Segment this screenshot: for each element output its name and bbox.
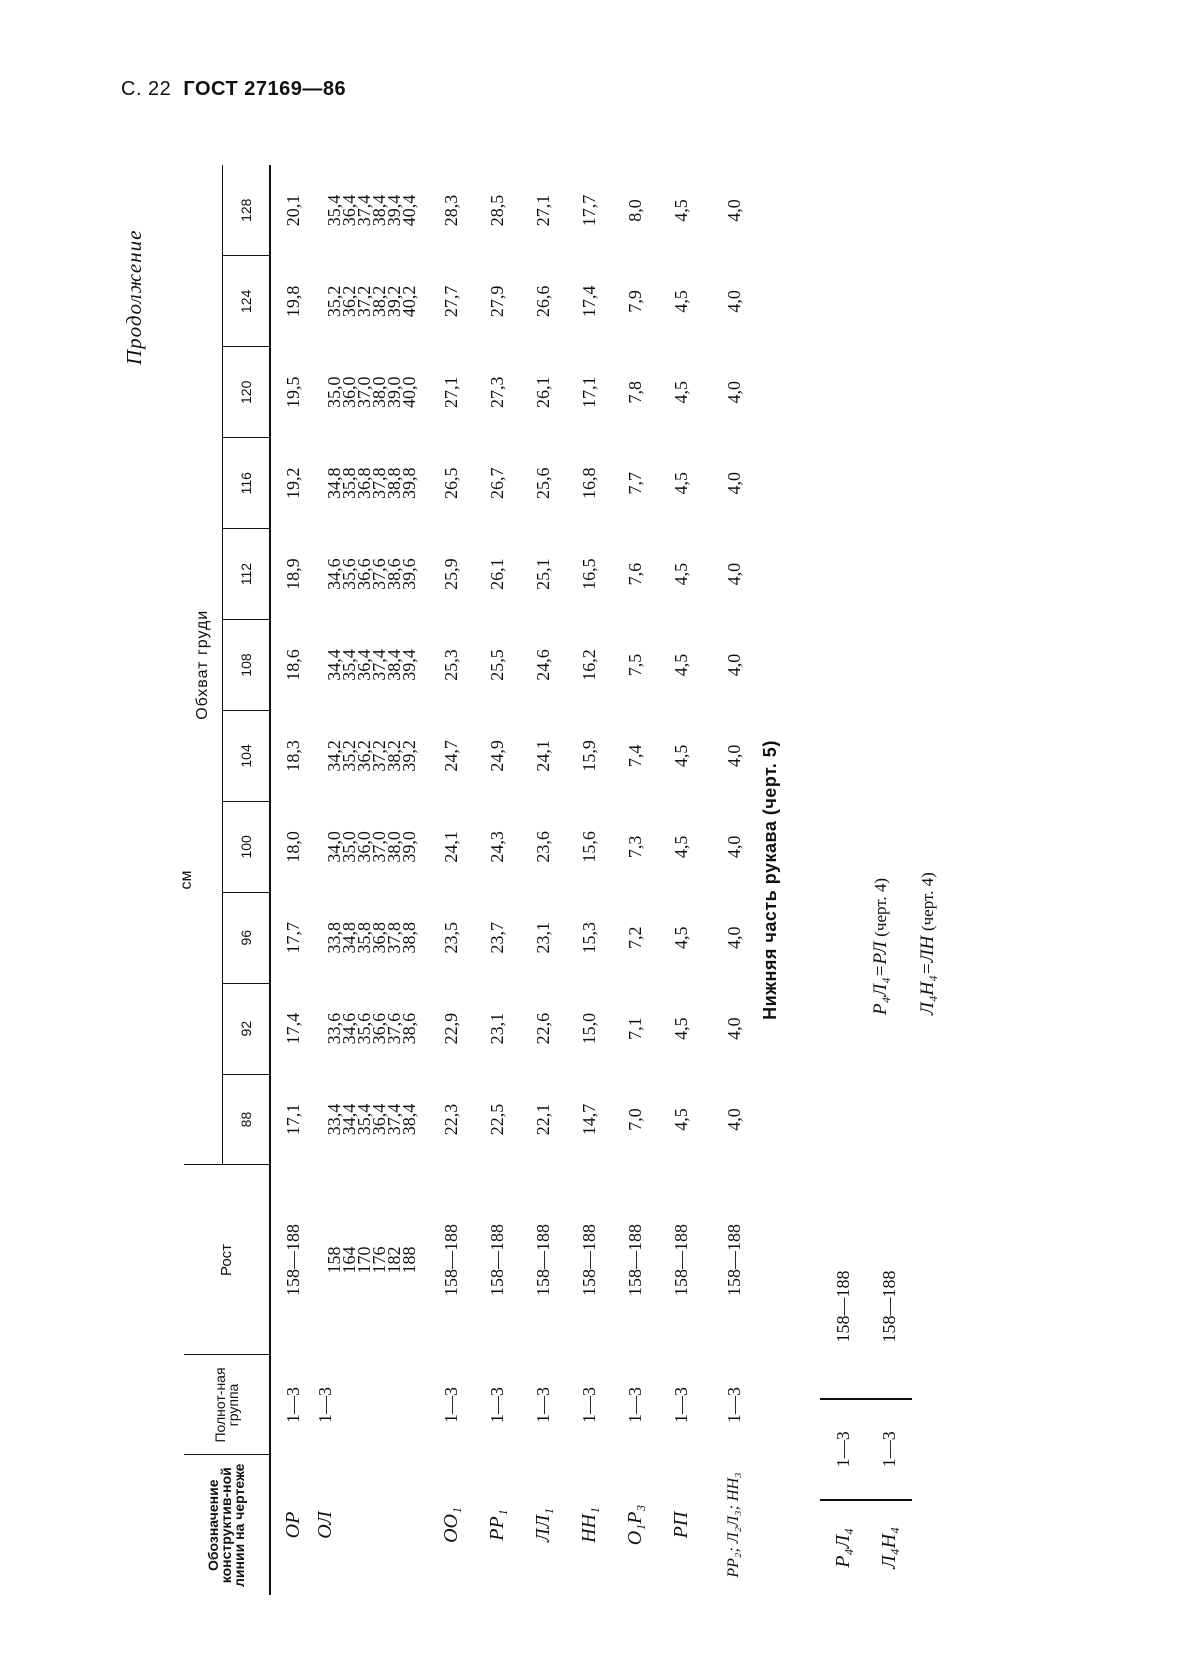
measurement-value: 18,3 bbox=[283, 740, 303, 772]
measurement-value: 35,2 36,2 37,2 38,2 39,2 40,2 bbox=[324, 285, 419, 318]
section-title: Нижняя часть рукава (черт. 5) bbox=[760, 740, 780, 1020]
measurement-value: 4,5 bbox=[670, 471, 691, 495]
measurement-value: 17,1 bbox=[578, 376, 599, 409]
line-designation: Р₄Л₄ bbox=[831, 1528, 854, 1568]
measurement-value: 17,4 bbox=[578, 285, 599, 318]
measurement-value: 7,8 bbox=[624, 381, 645, 404]
measurement-value: 4,5 bbox=[670, 199, 691, 222]
table-row bbox=[612, 165, 658, 1595]
header-chest-girth: Обхват груди bbox=[184, 165, 223, 1165]
measurement-value: 4,0 bbox=[723, 1108, 744, 1131]
table-row bbox=[566, 165, 612, 1595]
line-designation: ОО₁ bbox=[439, 1507, 462, 1543]
measurement-value: 16,2 bbox=[578, 649, 599, 681]
line-designation: ОР bbox=[282, 1511, 304, 1539]
formula-1 bbox=[870, 878, 892, 1015]
measurement-value: 23,1 bbox=[486, 1012, 507, 1045]
measurements-table bbox=[184, 165, 764, 1595]
measurement-value: 18,6 bbox=[283, 649, 303, 681]
line-designation: ОЛ bbox=[314, 1511, 336, 1539]
table-row bbox=[428, 165, 474, 1595]
chest-size-header: 100 bbox=[223, 801, 271, 892]
line-designation: НН₁ bbox=[577, 1507, 600, 1543]
fullness-group: 1—3 bbox=[315, 1387, 335, 1423]
fullness-group: 1—3 bbox=[624, 1387, 645, 1423]
measurement-value: 7,9 bbox=[624, 290, 645, 313]
measurement-value: 4,0 bbox=[723, 199, 744, 222]
measurement-value: 17,7 bbox=[578, 194, 599, 227]
measurement-value: 33,8 34,8 35,8 36,8 37,8 38,8 bbox=[324, 921, 419, 954]
measurement-value: 22,9 bbox=[440, 1012, 461, 1045]
measurement-value: 4,5 bbox=[670, 1108, 691, 1131]
measurement-value: 27,3 bbox=[486, 376, 507, 409]
measurement-value: 25,1 bbox=[532, 558, 553, 590]
measurement-value: 33,6 34,6 35,6 36,6 37,6 38,6 bbox=[324, 1012, 419, 1045]
measurement-value: 25,9 bbox=[440, 558, 461, 590]
measurement-value: 35,0 36,0 37,0 38,0 39,0 40,0 bbox=[324, 376, 419, 409]
measurement-value: 15,6 bbox=[578, 831, 599, 863]
lower-table-row bbox=[820, 1215, 866, 1595]
measurement-value: 20,1 bbox=[283, 194, 303, 227]
measurement-value: 25,6 bbox=[532, 467, 553, 499]
formula-ref: (черт. 4) bbox=[871, 877, 890, 937]
lower-sleeve-table bbox=[820, 1215, 912, 1595]
measurement-value: 28,5 bbox=[486, 194, 507, 227]
header-fullness-group: Полнот-ная группа bbox=[184, 1355, 270, 1455]
measurement-value: 24,7 bbox=[440, 740, 461, 772]
lower-table-row bbox=[866, 1215, 912, 1595]
measurement-value: 22,3 bbox=[440, 1103, 461, 1136]
measurement-value: 24,1 bbox=[532, 740, 553, 772]
measurement-value: 34,8 35,8 36,8 37,8 38,8 39,8 bbox=[324, 467, 419, 499]
measurement-value: 4,0 bbox=[723, 744, 744, 768]
table-body bbox=[270, 165, 764, 1595]
measurement-value: 15,9 bbox=[578, 740, 599, 772]
height-value: 158—188 bbox=[866, 1215, 912, 1399]
chest-size-header: 112 bbox=[223, 529, 271, 620]
height-value: 158 164 170 176 182 188 bbox=[324, 1246, 419, 1274]
measurement-value: 15,0 bbox=[578, 1012, 599, 1045]
measurement-value: 19,5 bbox=[283, 376, 303, 409]
measurement-value: 8,0 bbox=[624, 199, 645, 222]
measurement-value: 26,7 bbox=[486, 467, 507, 499]
measurement-value: 4,5 bbox=[670, 381, 691, 404]
measurement-value: 4,0 bbox=[723, 835, 744, 859]
measurement-value: 7,0 bbox=[624, 1108, 645, 1131]
measurement-value: 22,6 bbox=[532, 1012, 553, 1045]
chest-size-header: 124 bbox=[223, 256, 271, 347]
measurement-value: 23,6 bbox=[532, 831, 553, 863]
measurement-value: 4,0 bbox=[723, 1017, 744, 1040]
measurement-value: 4,5 bbox=[670, 653, 691, 677]
chest-size-header: 88 bbox=[223, 1074, 271, 1165]
measurement-value: 18,9 bbox=[283, 558, 303, 590]
fullness-group: 1—3 bbox=[723, 1387, 744, 1423]
measurement-value: 26,6 bbox=[532, 285, 553, 318]
page-header bbox=[121, 78, 346, 101]
measurement-value: 26,1 bbox=[532, 376, 553, 409]
chest-size-header: 96 bbox=[223, 892, 271, 983]
height-value: 158—188 bbox=[624, 1224, 645, 1296]
formula-2 bbox=[917, 872, 939, 1015]
table-row bbox=[520, 165, 566, 1595]
height-value: 158—188 bbox=[532, 1224, 553, 1296]
measurement-value: 25,3 bbox=[440, 649, 461, 681]
unit-label: см bbox=[178, 870, 195, 890]
measurement-value: 14,7 bbox=[578, 1103, 599, 1136]
chest-size-header: 116 bbox=[223, 438, 271, 529]
chest-size-header: 104 bbox=[223, 710, 271, 801]
measurement-value: 4,5 bbox=[670, 290, 691, 313]
measurement-value: 4,0 bbox=[723, 471, 744, 495]
measurement-value: 4,0 bbox=[723, 653, 744, 677]
chest-size-header: 120 bbox=[223, 347, 271, 438]
measurement-value: 4,0 bbox=[723, 290, 744, 313]
measurement-value: 4,5 bbox=[670, 562, 691, 586]
fullness-group: 1—3 bbox=[440, 1387, 461, 1423]
measurement-value: 16,5 bbox=[578, 558, 599, 590]
chest-size-header: 128 bbox=[223, 165, 271, 256]
measurement-value: 7,3 bbox=[624, 835, 645, 859]
measurement-value: 22,1 bbox=[532, 1103, 553, 1136]
table-row bbox=[316, 165, 428, 1595]
formula-text: Л₄Н₄=ЛН bbox=[917, 935, 938, 1015]
measurement-value: 7,4 bbox=[624, 744, 645, 768]
formula-text: Р₄Л₄=РЛ bbox=[870, 941, 891, 1015]
table-row bbox=[270, 165, 316, 1595]
measurement-value: 24,3 bbox=[486, 831, 507, 863]
table-row bbox=[658, 165, 704, 1595]
measurement-value: 28,3 bbox=[440, 194, 461, 227]
measurement-value: 7,6 bbox=[624, 562, 645, 586]
continuation-label: Продолжение bbox=[122, 229, 146, 365]
page-number: С. 22 bbox=[121, 78, 172, 100]
measurement-value: 4,5 bbox=[670, 926, 691, 949]
fullness-group: 1—3 bbox=[486, 1387, 507, 1423]
measurement-value: 27,7 bbox=[440, 285, 461, 318]
measurement-value: 23,7 bbox=[486, 921, 507, 954]
table-row bbox=[704, 165, 764, 1595]
measurement-value: 4,5 bbox=[670, 835, 691, 859]
header-height: Рост bbox=[184, 1165, 270, 1355]
measurement-value: 27,9 bbox=[486, 285, 507, 318]
measurement-value: 26,1 bbox=[486, 558, 507, 590]
header-designation: Обозначение конструктив-ной линии на чертеже bbox=[184, 1455, 270, 1595]
height-value: 158—188 bbox=[440, 1224, 461, 1296]
measurement-value: 19,8 bbox=[283, 285, 303, 318]
formula-ref: (черт. 4) bbox=[918, 872, 937, 932]
fullness-group: 1—3 bbox=[532, 1387, 553, 1423]
height-value: 158—188 bbox=[820, 1215, 866, 1399]
line-designation: РП bbox=[669, 1511, 692, 1539]
line-designation: О₁Р₃ bbox=[623, 1504, 646, 1546]
measurement-value: 4,0 bbox=[723, 926, 744, 949]
chest-size-header: 108 bbox=[223, 620, 271, 711]
measurement-value: 27,1 bbox=[440, 376, 461, 409]
rotated-page-content bbox=[122, 165, 1030, 1595]
height-value: 158—188 bbox=[486, 1224, 507, 1296]
measurement-value: 27,1 bbox=[532, 194, 553, 227]
measurement-value: 4,5 bbox=[670, 1017, 691, 1040]
measurement-value: 4,0 bbox=[723, 562, 744, 586]
measurement-value: 35,4 36,4 37,4 38,4 39,4 40,4 bbox=[324, 194, 419, 227]
measurement-value: 33,4 34,4 35,4 36,4 37,4 38,4 bbox=[324, 1103, 419, 1136]
height-value: 158—188 bbox=[283, 1224, 303, 1296]
measurement-value: 25,5 bbox=[486, 649, 507, 681]
measurement-value: 23,1 bbox=[532, 921, 553, 954]
measurement-value: 15,3 bbox=[578, 921, 599, 954]
fullness-group: 1—3 bbox=[283, 1387, 303, 1423]
measurement-value: 17,1 bbox=[283, 1103, 303, 1136]
line-designation: РР₂; Л₂Л₃; НН₃ bbox=[725, 1472, 742, 1578]
standard-number: ГОСТ 27169—86 bbox=[183, 78, 347, 100]
line-designation: Л₄Н₄ bbox=[877, 1526, 900, 1569]
measurement-value: 22,5 bbox=[486, 1103, 507, 1136]
measurement-value: 7,5 bbox=[624, 653, 645, 677]
measurement-value: 4,0 bbox=[723, 381, 744, 404]
measurement-value: 24,9 bbox=[486, 740, 507, 772]
height-value: 158—188 bbox=[670, 1224, 691, 1296]
measurement-value: 19,2 bbox=[283, 467, 303, 499]
fullness-group: 1—3 bbox=[670, 1387, 691, 1423]
height-value: 158—188 bbox=[578, 1224, 599, 1296]
measurement-value: 26,5 bbox=[440, 467, 461, 499]
fullness-group: 1—3 bbox=[820, 1399, 866, 1500]
measurement-value: 16,8 bbox=[578, 467, 599, 499]
chest-size-header: 92 bbox=[223, 983, 271, 1074]
measurement-value: 24,1 bbox=[440, 831, 461, 863]
measurement-value: 17,4 bbox=[283, 1012, 303, 1045]
line-designation: РР₁ bbox=[485, 1509, 508, 1541]
fullness-group: 1—3 bbox=[866, 1399, 912, 1500]
measurement-value: 18,0 bbox=[283, 831, 303, 863]
measurement-value: 23,5 bbox=[440, 921, 461, 954]
measurement-value: 7,2 bbox=[624, 926, 645, 949]
fullness-group: 1—3 bbox=[578, 1387, 599, 1423]
measurement-value: 17,7 bbox=[283, 921, 303, 954]
measurement-value: 4,5 bbox=[670, 744, 691, 768]
measurement-value: 34,2 35,2 36,2 37,2 38,2 39,2 bbox=[324, 740, 419, 772]
measurement-value: 34,4 35,4 36,4 37,4 38,4 39,4 bbox=[324, 649, 419, 681]
measurement-value: 7,1 bbox=[624, 1017, 645, 1040]
table-row bbox=[474, 165, 520, 1595]
measurement-value: 24,6 bbox=[532, 649, 553, 681]
measurement-value: 34,0 35,0 36,0 37,0 38,0 39,0 bbox=[324, 831, 419, 863]
measurement-value: 7,7 bbox=[624, 471, 645, 495]
line-designation: ЛЛ₁ bbox=[531, 1507, 554, 1543]
measurement-value: 34,6 35,6 36,6 37,6 38,6 39,6 bbox=[324, 558, 419, 590]
height-value: 158—188 bbox=[723, 1224, 744, 1296]
